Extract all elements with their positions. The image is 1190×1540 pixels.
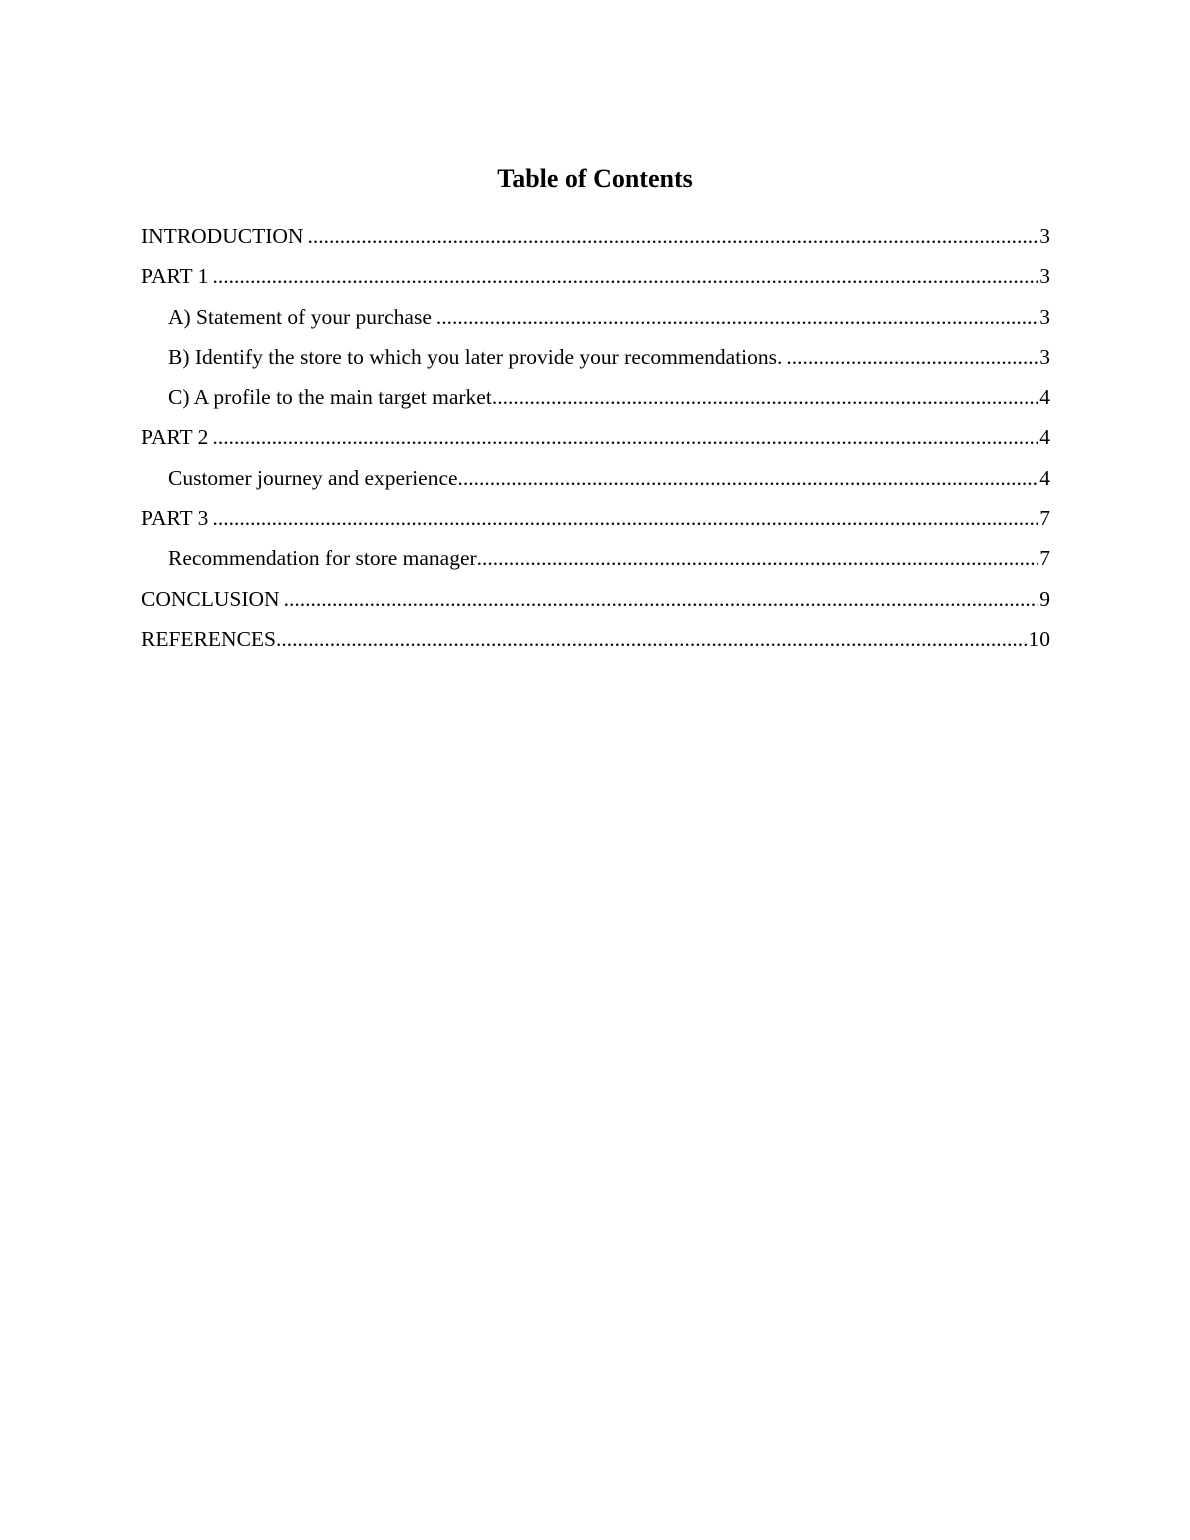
toc-entry-page-number: 3 [1039,224,1050,248]
toc-entry-introduction[interactable] [141,216,1050,256]
toc-entry-label: PART 1 [141,264,209,289]
toc-entry-page-number: 3 [1039,344,1050,369]
toc-entry-page-number: 7 [1039,546,1050,571]
toc-title: Table of Contents [497,164,693,193]
dot-leader [276,619,1028,659]
toc-entry-label: PART 3 [141,506,209,531]
toc-entry-target-market-profile[interactable] [141,377,1050,417]
toc-entry-label: REFERENCES [141,626,276,651]
toc-entry-label: C) A profile to the main target market [168,385,492,410]
dot-leader [436,297,1038,337]
toc-entry-page-number: 4 [1039,385,1050,410]
toc-entry-page-number: 9 [1039,586,1050,611]
toc-entry-page-number: 4 [1039,465,1050,490]
toc-entry-part-2[interactable] [141,417,1050,457]
toc-entry-label: CONCLUSION [141,586,280,611]
toc-entry-label: INTRODUCTION [141,224,304,248]
toc-entry-recommendation[interactable] [141,538,1050,578]
toc-entry-page-number: 7 [1039,506,1050,531]
dot-leader [212,256,1038,296]
toc-entry-page-number: 4 [1039,425,1050,450]
toc-entry-statement-of-purchase[interactable] [141,297,1050,337]
toc-entry-references[interactable] [141,619,1050,659]
toc-entry-page-number: 3 [1039,304,1050,329]
toc-entry-page-number: 3 [1039,264,1050,289]
toc-entry-label: Customer journey and experience [168,465,458,490]
toc-entry-label: B) Identify the store to which you later provide your recommendations. [168,344,783,369]
toc-entry-page-number: 10 [1028,626,1050,651]
toc-entry-customer-journey[interactable] [141,458,1050,498]
dot-leader [786,337,1038,377]
dot-leader [492,377,1038,417]
toc-entry-conclusion[interactable] [141,579,1050,619]
dot-leader [458,458,1039,498]
toc-entry-identify-store[interactable] [141,337,1050,377]
table-of-contents [141,216,1050,659]
toc-entry-part-1[interactable] [141,256,1050,296]
dot-leader [284,579,1039,619]
dot-leader [477,538,1039,578]
toc-entry-label: A) Statement of your purchase [168,304,432,329]
toc-entry-part-3[interactable] [141,498,1050,538]
toc-entry-label: Recommendation for store manager [168,546,477,571]
dot-leader [212,417,1038,457]
toc-entry-label: PART 2 [141,425,209,450]
dot-leader [212,498,1038,538]
dot-leader [307,216,1038,256]
